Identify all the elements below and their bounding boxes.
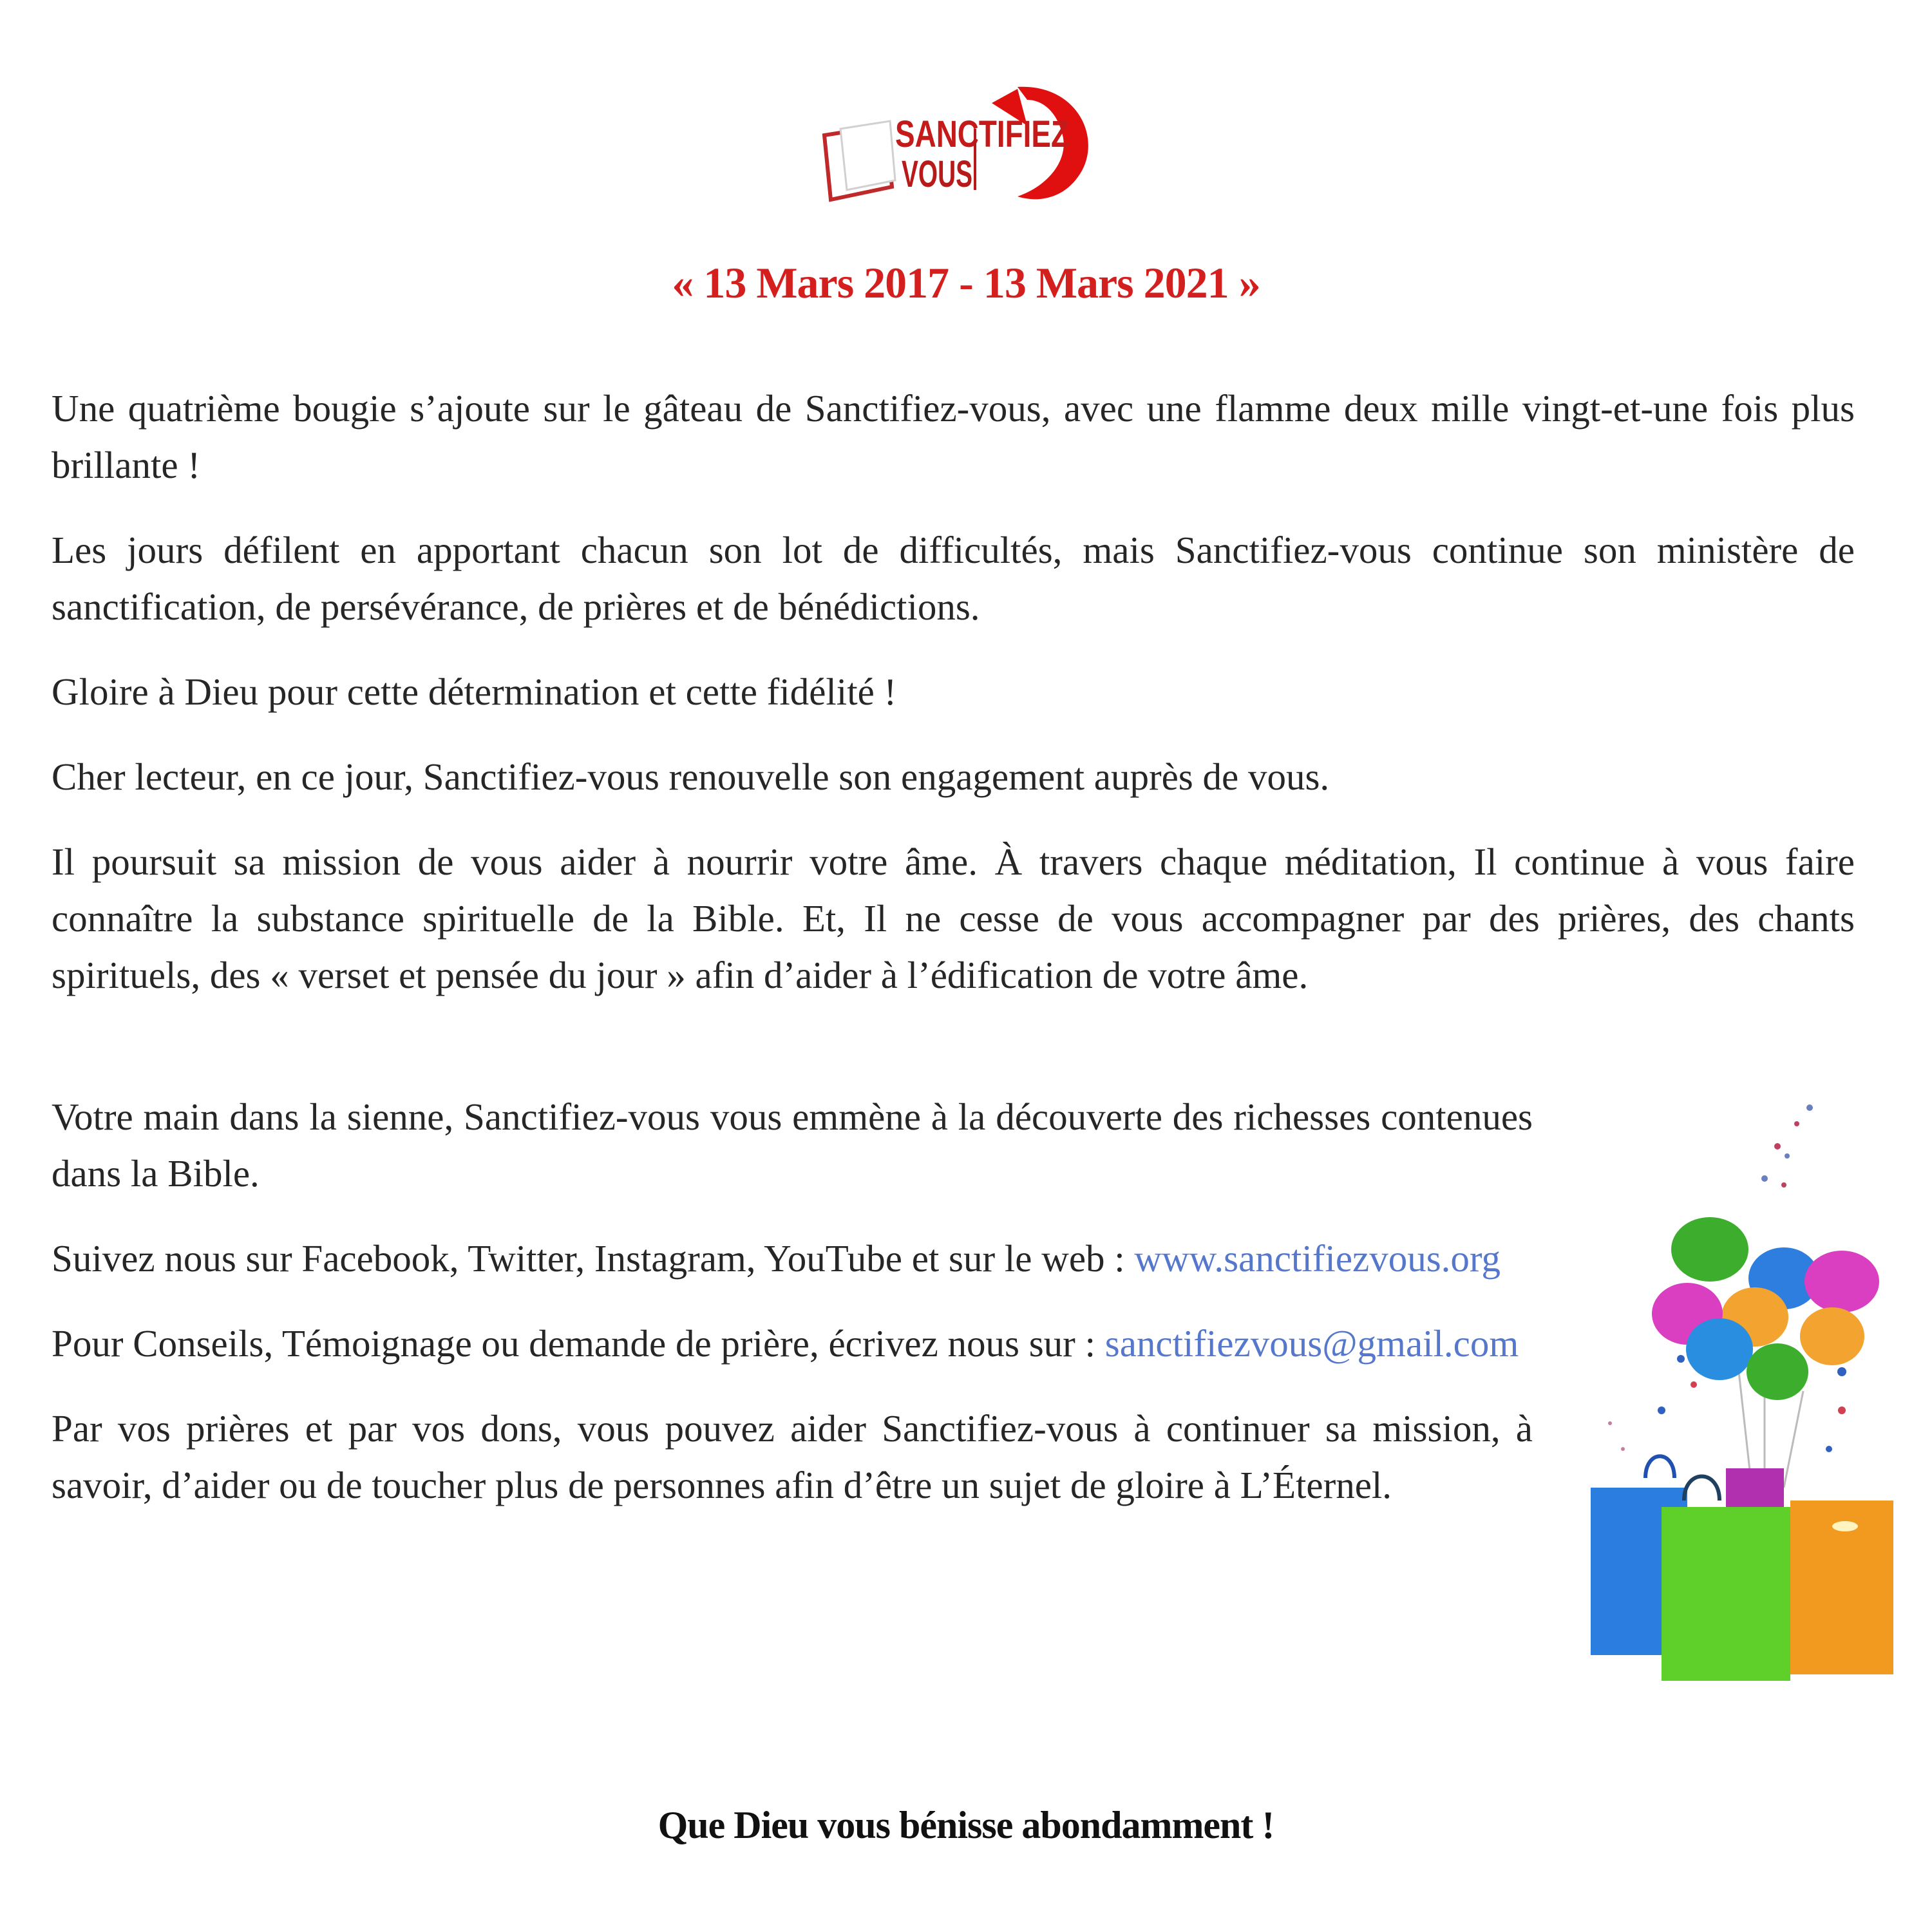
email-link[interactable]: sanctifiezvous@gmail.com [1104, 1322, 1519, 1365]
paragraph: Les jours défilent en apportant chacun son lot de difficultés, mais Sanctifiez-vous continue son ministère de sanctification, de persévérance, de prières et de bénédictions. [52, 529, 1855, 628]
closing-blessing: Que Dieu vous bénisse abondamment ! [658, 1804, 1274, 1846]
paragraph: Votre main dans la sienne, Sanctifiez-vous vous emmène à la découverte des richesses contenues dans la Bible. [52, 1095, 1533, 1195]
balloons-gifts-illustration [1571, 1088, 1906, 1694]
logo-line1: SANCTIFIEZ [895, 113, 1069, 155]
logo-line2: VOUS [902, 153, 972, 195]
body-text-narrow [52, 1088, 1533, 1542]
anniversary-title: « 13 Mars 2017 - 13 Mars 2021 » [672, 258, 1260, 307]
paragraph: Il poursuit sa mission de vous aider à nourrir votre âme. À travers chaque méditation, Il continue à vous faire connaître la substance spirituelle de la Bible. Et, Il ne cesse de vous accompagner par des prières, des chants spirituels, des « verset et pensée du jour » afin d’aider à l’édification de votre âme. [52, 840, 1855, 996]
contact-paragraph [52, 1315, 1533, 1372]
contact-text: Pour Conseils, Témoignage ou demande de prière, écrivez nous sur : [52, 1322, 1095, 1365]
paragraph: Une quatrième bougie s’ajoute sur le gâteau de Sanctifiez-vous, avec une flamme deux mille vingt-et-une fois plus brillante ! [52, 387, 1855, 486]
gift-bag-icon [1591, 1456, 1893, 1681]
sanctifiez-vous-logo [805, 64, 1108, 206]
donation-paragraph: Par vos prières et par vos dons, vous pouvez aider Sanctifiez-vous à continuer sa mission, à savoir, d’aider ou de toucher plus de personnes afin d’être un sujet de gloire à L’Éternel. [52, 1407, 1533, 1506]
follow-paragraph [52, 1230, 1533, 1287]
paragraph: Gloire à Dieu pour cette détermination et cette fidélité ! [52, 670, 897, 713]
follow-text: Suivez nous sur Facebook, Twitter, Instagram, YouTube et sur le web : [52, 1237, 1125, 1280]
website-link[interactable]: www.sanctifiezvous.org [1134, 1237, 1501, 1280]
paragraph: Cher lecteur, en ce jour, Sanctifiez-vous renouvelle son engagement auprès de vous. [52, 755, 1330, 798]
book-icon [824, 121, 895, 200]
body-text [52, 380, 1855, 1032]
